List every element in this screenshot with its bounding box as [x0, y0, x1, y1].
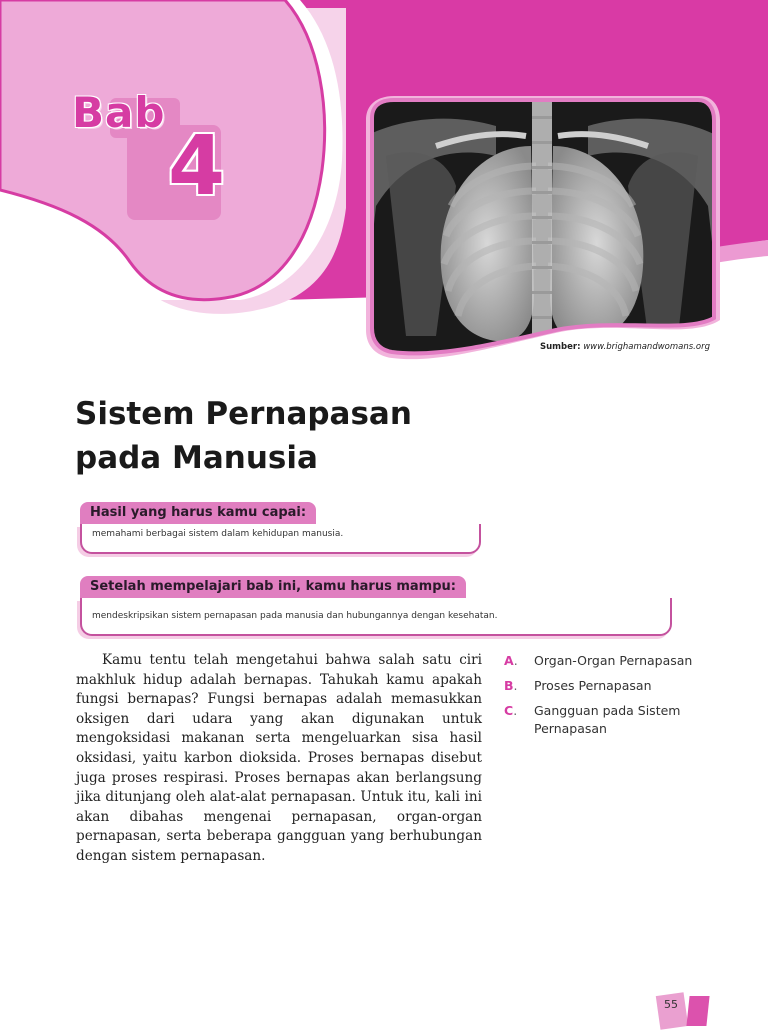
- chapter-word: Bab: [72, 88, 166, 137]
- source-url: www.brighamandwomans.org: [583, 342, 710, 352]
- page-number: 55: [664, 998, 678, 1011]
- toc-letter: C.: [504, 703, 518, 718]
- toc-label: Proses Pernapasan: [534, 678, 652, 693]
- toc-item[interactable]: [504, 652, 704, 670]
- learning-goal-box: [80, 502, 481, 554]
- toc-label: Organ-Organ Pernapasan: [534, 653, 693, 668]
- objectives-box: [80, 576, 672, 636]
- objectives-heading: Setelah mempelajari bab ini, kamu harus mampu:: [80, 576, 466, 598]
- xray-chest-image: [366, 96, 718, 358]
- chapter-contents: [504, 652, 704, 745]
- toc-label: Gangguan pada Sistem Pernapasan: [534, 703, 681, 736]
- chapter-title-line2: pada Manusia: [75, 440, 318, 476]
- objectives-text: mendeskripsikan sistem pernapasan pada manusia dan hubungannya dengan kesehatan.: [80, 598, 672, 636]
- page-number-tab: [656, 990, 716, 1024]
- toc-letter: A.: [504, 653, 518, 668]
- source-label: Sumber:: [540, 342, 581, 352]
- learning-goal-heading: Hasil yang harus kamu capai:: [80, 502, 316, 524]
- image-source-caption: [540, 342, 710, 352]
- toc-letter: B.: [504, 678, 518, 693]
- intro-paragraph: Kamu tentu telah mengetahui bahwa salah satu ciri makhluk hidup adalah bernapas. Tahukah kamu apakah fungsi bernapas? Fungsi bernapas adalah memasukkan oksigen dari udara yang akan digunakan untuk mengoksidasi makanan serta mengeluarkan sisa hasil oksidasi, yaitu karbon dioksida. Proses bernapas disebut juga proses respirasi. Proses bernapas akan berlangsung jika ditunjang oleh alat-alat pernapasan. Untuk itu, kali ini akan dibahas mengenai pernapasan, organ-organ pernapasan, serta beberapa gangguan yang berhubungan dengan sistem pernapasan.: [76, 652, 482, 864]
- toc-item[interactable]: [504, 677, 704, 695]
- toc-item[interactable]: [504, 702, 704, 738]
- learning-goal-text: memahami berbagai sistem dalam kehidupan manusia.: [80, 524, 481, 554]
- page-tab-dark: [686, 996, 709, 1026]
- chapter-number: 4: [168, 119, 226, 214]
- chapter-title-line1: Sistem Pernapasan: [75, 396, 412, 432]
- chapter-title: [75, 392, 412, 480]
